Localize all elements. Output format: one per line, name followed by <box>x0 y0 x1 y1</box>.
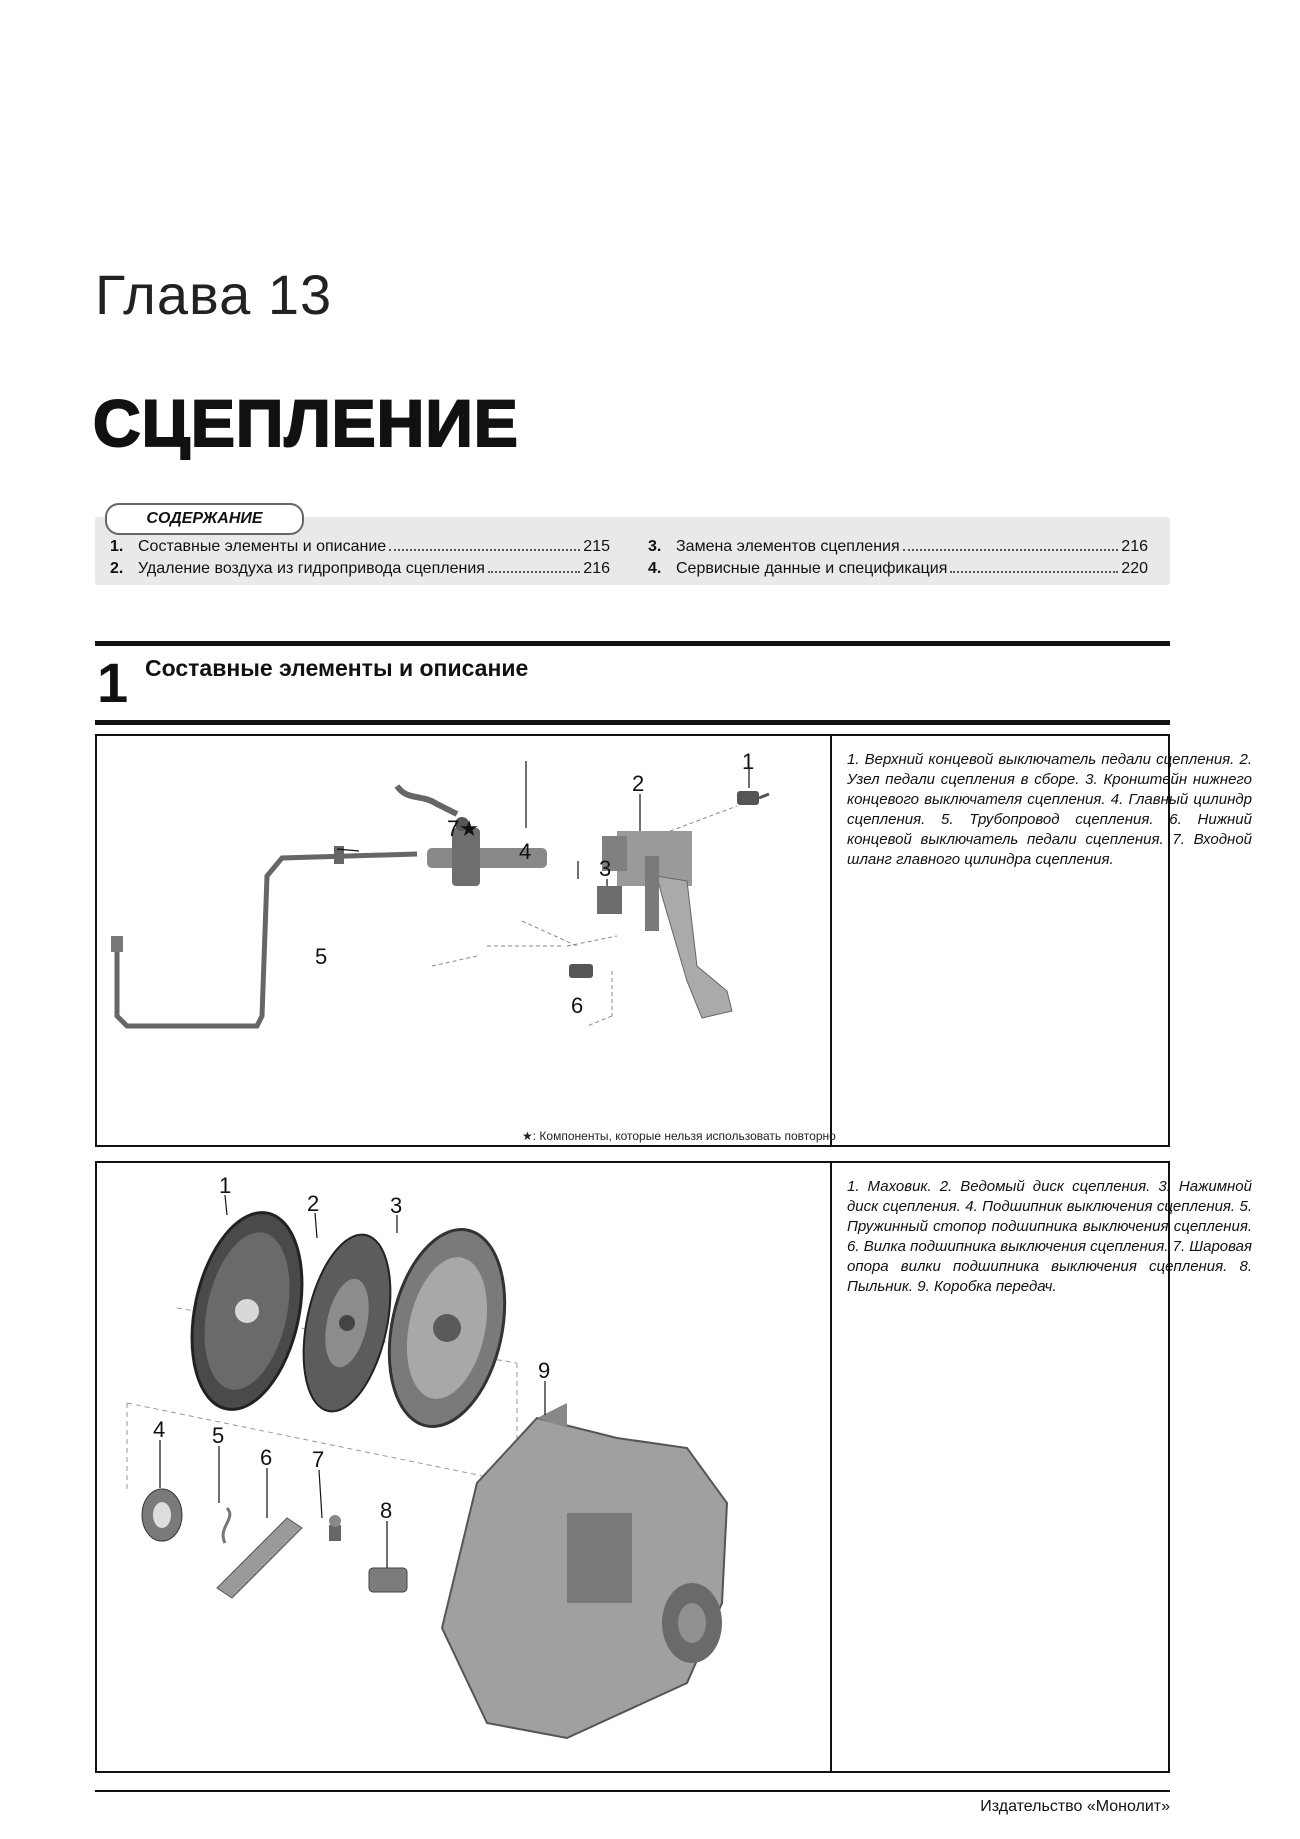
figure-panel-clutch-hydraulics <box>95 734 1252 1147</box>
toc-leader-dots <box>389 538 580 551</box>
toc-item-number: 3. <box>648 538 662 555</box>
lower-switch-bracket-shape <box>597 886 622 914</box>
figure-legend: 1. Верхний концевой выключатель педали сцепления. 2. Узел педали сцепления в сборе. 3. Кронштейн нижнего концевого выключателя сцепления. 4. Главный цилиндр сцепления. 5. Трубопровод сцепления. 6. Нижний концевой выключатель педали сцепления. 7. Входной шланг главного цилиндра сцепления. <box>847 751 1252 868</box>
pipe-end-fitting <box>111 936 123 952</box>
toc-label: СОДЕРЖАНИЕ <box>105 503 304 535</box>
toc-item[interactable] <box>648 560 1148 578</box>
clutch-pipe <box>117 854 417 1026</box>
pedal-assembly-shape <box>602 831 732 1018</box>
section-number: 1 <box>97 651 129 714</box>
toc-item-number: 2. <box>110 560 124 577</box>
pressure-plate-shape <box>372 1219 521 1437</box>
toc-leader-dots <box>950 560 1118 573</box>
toc-item-page: 215 <box>583 538 610 555</box>
callout-label: 4 <box>519 839 532 864</box>
callout-label: 4 <box>153 1417 166 1442</box>
figure-panel-clutch-components <box>95 1161 1252 1773</box>
callout-label: 5 <box>315 944 328 969</box>
callout-label: 7★ <box>447 816 479 841</box>
panel-divider <box>830 736 832 1145</box>
inlet-hose <box>397 786 457 814</box>
toc-item[interactable] <box>110 560 610 578</box>
gearbox-shape <box>442 1403 727 1738</box>
flywheel-shape <box>175 1202 318 1419</box>
reuse-note: ★: Компоненты, которые нельзя использовать повторно <box>522 1129 836 1143</box>
dust-boot-shape <box>369 1568 407 1592</box>
callout-label: 2 <box>307 1191 320 1216</box>
fork-pivot-shape <box>329 1515 341 1541</box>
toc-item[interactable] <box>648 538 1148 556</box>
panel-divider <box>830 1163 832 1771</box>
clutch-components-diagram <box>97 1163 830 1773</box>
driven-disc-shape <box>289 1227 405 1420</box>
upper-switch-shape <box>737 791 769 805</box>
callout-label: 3 <box>599 856 612 881</box>
toc-item-page: 220 <box>1121 560 1148 577</box>
callout-label: 9 <box>538 1358 551 1383</box>
figure-legend: 1. Маховик. 2. Ведомый диск сцепления. 3. Нажимной диск сцепления. 4. Подшипник выключения сцепления. 5. Пружинный стопор подшипника выключения сцепления. 6. Вилка подшипника выключения сцепления. 7. Шаровая опора вилки подшипника выключения сцепления. 8. Пыльник. 9. Коробка передач. <box>847 1178 1252 1295</box>
callout-label: 7 <box>312 1447 325 1472</box>
callout-label: 2 <box>632 771 645 796</box>
release-fork-shape <box>217 1518 302 1598</box>
toc-item-text: Сервисные данные и спецификация <box>676 560 948 577</box>
toc-item-page: 216 <box>1121 538 1148 555</box>
callout-label: 5 <box>212 1423 225 1448</box>
callout-label: 6 <box>260 1445 273 1470</box>
chapter-number: Глава 13 <box>95 263 333 326</box>
release-bearing-shape <box>142 1489 182 1541</box>
chapter-title: СЦЕПЛЕНИЕ <box>93 386 519 460</box>
toc-item-text: Замена элементов сцепления <box>676 538 900 555</box>
toc-item-page: 216 <box>583 560 610 577</box>
toc-leader-dots <box>903 538 1119 551</box>
toc-item-text: Удаление воздуха из гидропривода сцепления <box>138 560 485 577</box>
clutch-hydraulics-diagram <box>97 736 830 1146</box>
publisher-footer: Издательство «Монолит» <box>980 1798 1170 1815</box>
section-top-rule <box>95 641 1170 646</box>
spring-retainer-shape <box>223 1508 230 1543</box>
toc-leader-dots <box>488 560 580 573</box>
toc-item-number: 1. <box>110 538 124 555</box>
lower-switch-shape <box>569 964 593 978</box>
callout-label: 8 <box>380 1498 393 1523</box>
toc-item-text: Составные элементы и описание <box>138 538 387 555</box>
callout-label: 1 <box>219 1173 232 1198</box>
toc-item[interactable] <box>110 538 610 556</box>
section-bottom-rule <box>95 720 1170 725</box>
callout-label: 3 <box>390 1193 403 1218</box>
toc-item-number: 4. <box>648 560 662 577</box>
callout-label: 1 <box>742 749 755 774</box>
footer-rule <box>95 1790 1170 1792</box>
section-title: Составные элементы и описание <box>145 655 529 681</box>
callout-label: 6 <box>571 993 584 1018</box>
